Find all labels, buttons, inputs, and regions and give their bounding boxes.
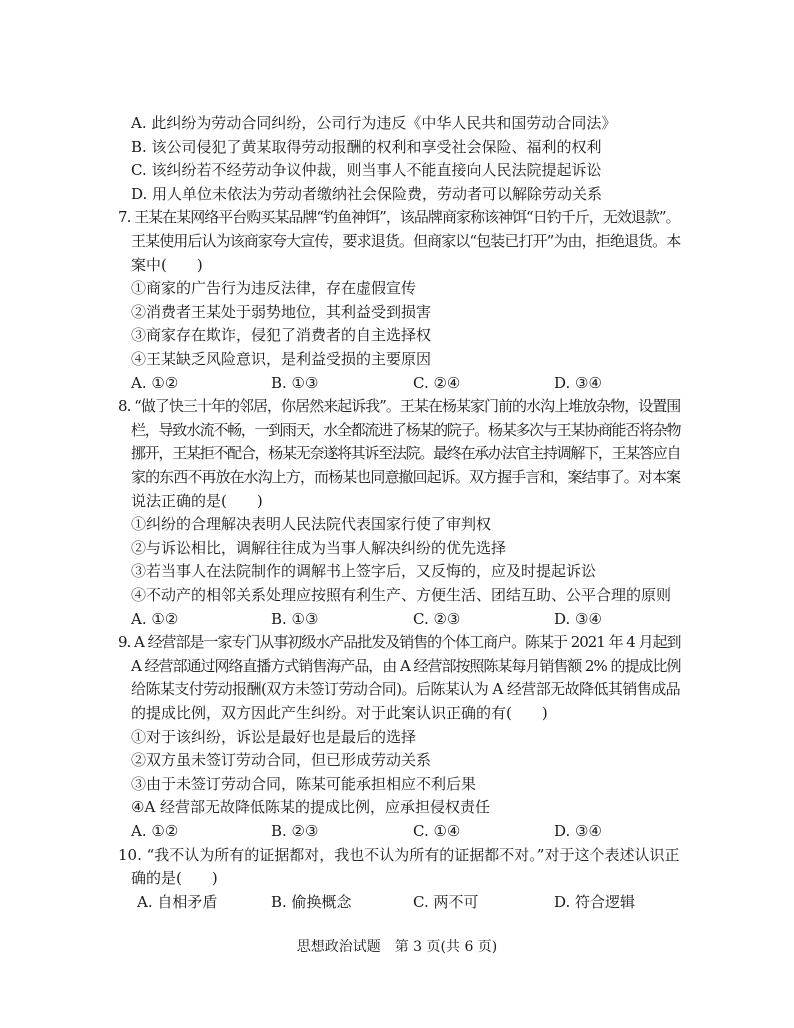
question-stem-first-line: 8. “做了快三十年的邻居，你居然来起诉我”。王某在杨某家门前的水沟上堆放杂物，设置围: [118, 397, 681, 416]
question-stem-line: 案中( ): [131, 255, 203, 274]
answer-option: D. ③④: [554, 822, 602, 840]
question-statement: ④A 经营部无故降低陈某的提成比例，应承担侵权责任: [131, 798, 491, 817]
answer-option: D. ③④: [554, 609, 602, 628]
question-statement: ②消费者王某处于弱势地位，其利益受到损害: [131, 302, 432, 321]
question-stem-first-line: 7. 王某在某网络平台购买某品牌“钓鱼神饵”，该品牌商家称该神饵“日钓千斤，无效退款”。: [118, 208, 680, 227]
answer-option: D. 符合逻辑: [554, 892, 636, 911]
question-statement: ③由于未签订劳动合同，陈某可能承担相应不利后果: [131, 774, 477, 793]
answer-option: A. ①②: [131, 609, 179, 628]
question-statement: ①对于该纠纷，诉讼是最好也是最后的选择: [131, 727, 417, 746]
answer-option-line: B. 该公司侵犯了黄某取得劳动报酬的权利和享受社会保险、福利的权利: [131, 137, 602, 156]
question-stem-line: 说法正确的是( ): [131, 491, 263, 510]
answer-option: A. ①②: [131, 822, 179, 840]
answer-option-line: A. 此纠纷为劳动合同纠纷，公司行为违反《中华人民共和国劳动合同法》: [131, 114, 617, 132]
question-stem-line: 栏，导致水流不畅，一到雨天，水全都流进了杨某的院子。杨某多次与王某协商能否将杂物: [131, 420, 681, 439]
question-statement: ④不动产的相邻关系处理应按照有利生产、方便生活、团结互助、公平合理的原则: [131, 586, 672, 604]
answer-option: B. ②③: [271, 822, 319, 840]
question-stem-line: 家的东西不再放在水沟上方，而杨某也同意撤回起诉。双方握手言和，案结事了。对本案: [131, 468, 681, 486]
answer-option: C. 两不可: [413, 892, 479, 911]
question-statement: ③商家存在欺诈，侵犯了消费者的自主选择权: [131, 326, 432, 345]
answer-option: C. ①④: [413, 822, 461, 840]
answer-option: B. 偷换概念: [271, 892, 352, 911]
question-statement: ②双方虽未签订劳动合同，但已形成劳动关系: [131, 751, 432, 770]
question-stem-line: 王某使用后认为该商家夸大宣传，要求退货。但商家以“包装已打开”为由，拒绝退货。本: [131, 232, 681, 250]
question-stem-line: 的提成比例，双方因此产生纠纷。对于此案认识正确的有( ): [131, 704, 548, 722]
answer-option: D. ③④: [554, 373, 602, 392]
answer-option: B. ①③: [271, 373, 319, 392]
question-stem-first-line: 10. “我不认为所有的证据都对，我也不认为所有的证据都不对。”对于这个表述认识正: [118, 845, 680, 864]
question-statement: ①商家的广告行为违反法律，存在虚假宣传: [131, 279, 417, 298]
answer-option: A. ①②: [131, 373, 179, 392]
page-footer: 思想政治试题 第 3 页(共 6 页): [296, 939, 498, 955]
question-statement: ②与诉讼相比，调解往往成为当事人解决纠纷的优先选择: [131, 538, 507, 557]
answer-option: B. ①③: [271, 609, 319, 628]
question-statement: ④王某缺乏风险意识，是利益受损的主要原因: [131, 350, 432, 368]
question-stem-first-line: 9. A 经营部是一家专门从事初级水产品批发及销售的个体工商户。陈某于 2021 年 4 月起到: [118, 633, 681, 652]
answer-option: A. 自相矛盾: [137, 892, 218, 911]
question-statement: ③若当事人在法院制作的调解书上签字后，又反悔的，应及时提起诉讼: [131, 562, 597, 581]
question-stem-line: 给陈某支付劳动报酬(双方未签订劳动合同)。后陈某认为 A 经营部无故降低其销售成品: [131, 680, 681, 699]
answer-option-line: C. 该纠纷若不经劳动争议仲裁，则当事人不能直接向人民法院提起诉讼: [131, 161, 602, 180]
answer-option: C. ②④: [413, 373, 461, 392]
question-stem-line: 挪开，王某拒不配合，杨某无奈遂将其诉至法院。最终在承办法官主持调解下，王某答应自: [131, 444, 681, 463]
answer-option: C. ②③: [413, 609, 461, 628]
question-stem-line: 确的是( ): [131, 869, 218, 888]
answer-option-line: D. 用人单位未依法为劳动者缴纳社会保险费，劳动者可以解除劳动关系: [131, 184, 603, 203]
question-stem-line: A 经营部通过网络直播方式销售海产品，由 A 经营部按照陈某每月销售额 2% 的提成比例: [131, 656, 681, 675]
question-statement: ①纠纷的合理解决表明人民法院代表国家行使了审判权: [131, 515, 492, 534]
